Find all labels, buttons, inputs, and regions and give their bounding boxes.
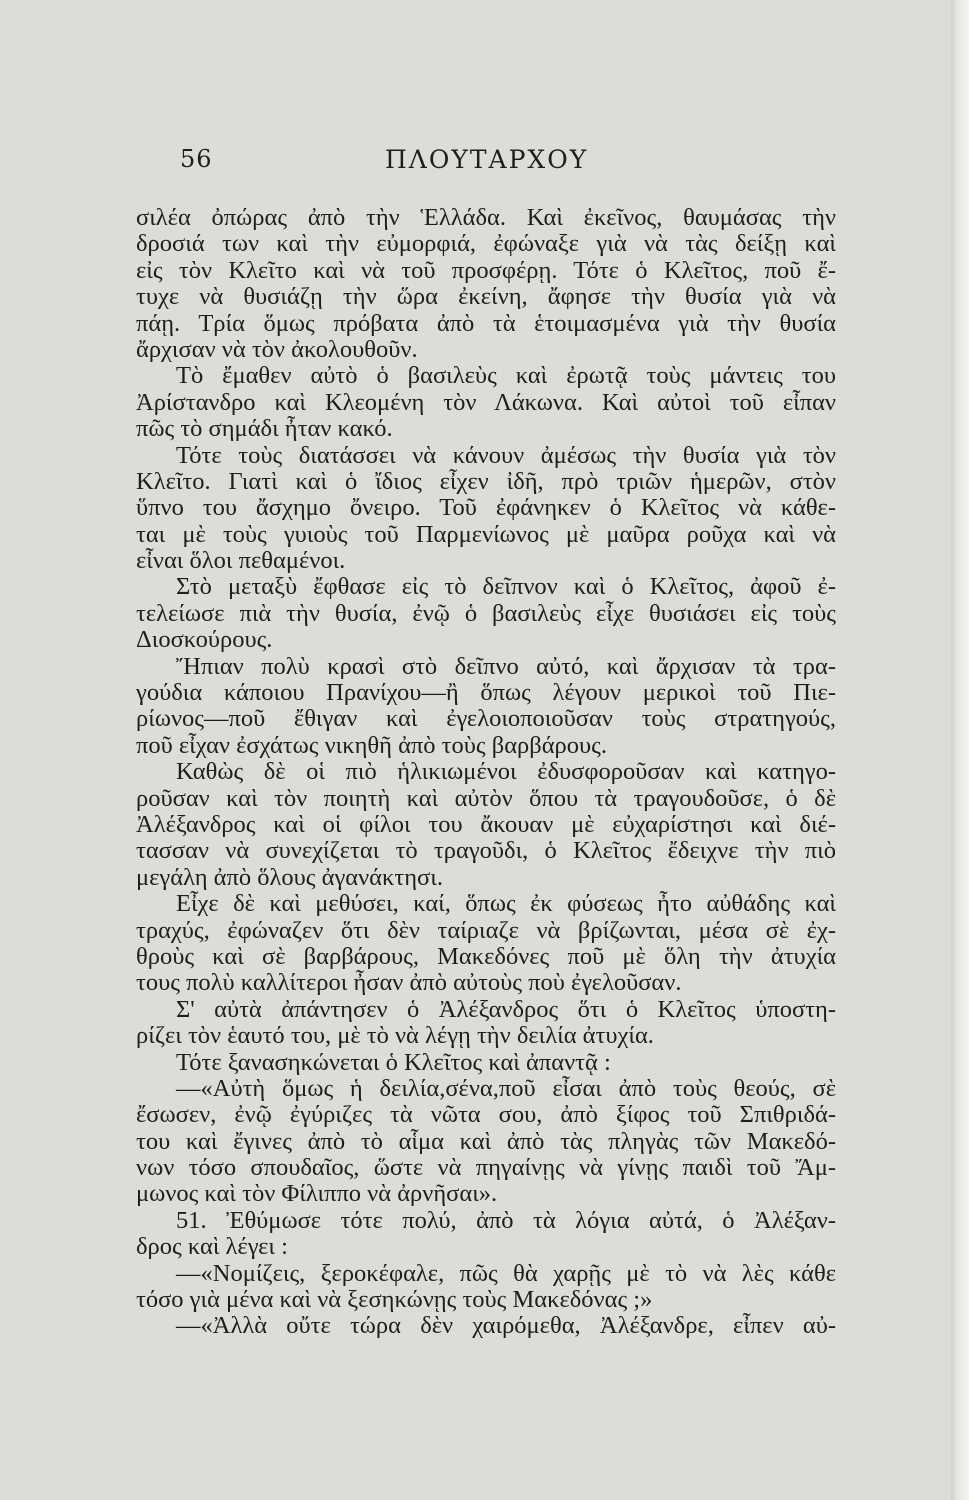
text-line: σιλέα ὀπώρας ἀπὸ τὴν Ἑλλάδα. Καὶ ἐκεῖνος, θαυμάσας τὴν: [136, 205, 836, 231]
text-line: ποῦ εἶχαν ἐσχάτως νικηθῆ ἀπὸ τοὺς βαρβάρους.: [136, 732, 607, 759]
text-line: θροὺς καὶ σὲ βαρβάρους, Μακεδόνες ποῦ μὲ ὅλη τὴν ἀτυχία: [136, 943, 836, 970]
text-line: τόσο γιὰ μένα καὶ νὰ ξεσηκώνῃς τοὺς Μακεδόνας ;»: [136, 1287, 653, 1314]
text-line: —«Ἀλλὰ οὔτε τώρα δὲν χαιρόμεθα, Ἀλέξανδρε, εἶπεν αὐ-: [176, 1313, 836, 1340]
body-text: [136, 205, 836, 1340]
running-title: ΠΛΟΥΤΑΡΧΟΥ: [385, 145, 589, 174]
text-line: —«Νομίζεις, ξεροκέφαλε, πῶς θὰ χαρῇς μὲ τὸ νὰ λὲς κάθε: [176, 1260, 836, 1287]
text-line: δρος καὶ λέγει :: [136, 1234, 288, 1261]
text-line: πῶς τὸ σημάδι ἦταν κακό.: [136, 416, 393, 443]
text-line: Τότε ξανασηκώνεται ὁ Κλεῖτος καὶ ἀπαντᾷ :: [176, 1049, 611, 1076]
text-line: Τὸ ἔμαθεν αὐτὸ ὁ βασιλεὺς καὶ ἐρωτᾷ τοὺς μάντεις του: [176, 363, 836, 390]
text-line: Καθὼς δὲ οἱ πιὸ ἡλικιωμένοι ἐδυσφοροῦσαν καὶ κατηγο-: [176, 759, 836, 786]
text-line: τασσαν νὰ συνεχίζεται τὸ τραγοῦδι, ὁ Κλεῖτος ἔδειχνε τὴν πιὸ: [136, 838, 836, 865]
text-line: Κλεῖτο. Γιατὶ καὶ ὁ ἴδιος εἶχεν ἰδῆ, πρὸ τριῶν ἡμερῶν, στὸν: [136, 468, 836, 495]
text-line: 51. Ἐθύμωσε τότε πολύ, ἀπὸ τὰ λόγια αὐτά, ὁ Ἀλέξαν-: [176, 1207, 836, 1234]
text-line: Ἤπιαν πολὺ κρασὶ στὸ δεῖπνο αὐτό, καὶ ἄρχισαν τὰ τρα-: [176, 653, 836, 680]
text-line: ἄρχισαν νὰ τὸν ἀκολουθοῦν.: [136, 336, 418, 363]
text-line: εἶναι ὅλοι πεθαμένοι.: [136, 548, 346, 575]
text-line: Στὸ μεταξὺ ἔφθασε εἰς τὸ δεῖπνον καὶ ὁ Κλεῖτος, ἀφοῦ ἐ-: [176, 574, 836, 601]
text-line: τραχύς, ἐφώναζεν ὅτι δὲν ταίριαζε νὰ βρίζωνται, μέσα σὲ ἐχ-: [136, 917, 836, 944]
text-line: Εἶχε δὲ καὶ μεθύσει, καί, ὅπως ἐκ φύσεως ἦτο αὐθάδης καὶ: [176, 891, 836, 918]
text-line: γούδια κάποιου Πρανίχου—ἢ ὅπως λέγουν μερικοὶ τοῦ Πιε-: [136, 680, 836, 707]
text-line: πάῃ. Τρία ὅμως πρόβατα ἀπὸ τὰ ἑτοιμασμένα γιὰ τὴν θυσία: [136, 310, 836, 337]
page-header: [0, 145, 969, 177]
text-line: του καὶ ἔγινες ἀπὸ τὸ αἷμα καὶ ἀπὸ τὰς πληγὰς τῶν Μακεδό-: [136, 1128, 836, 1155]
text-line: ρίζει τὸν ἑαυτό του, μὲ τὸ νὰ λέγῃ τὴν δειλία ἀτυχία.: [136, 1023, 654, 1050]
text-line: δροσιά των καὶ τὴν εὐμορφιά, ἐφώναξε γιὰ νὰ τὰς δείξῃ καὶ: [136, 231, 836, 258]
text-line: —«Αὐτὴ ὅμως ἡ δειλία,σένα,ποῦ εἶσαι ἀπὸ τοὺς θεούς, σὲ: [176, 1075, 836, 1102]
text-line: νων τόσο σπουδαῖος, ὥστε νὰ πηγαίνῃς νὰ γίνῃς παιδὶ τοῦ Ἄμ-: [136, 1155, 836, 1182]
text-line: Ἀλέξανδρος καὶ οἱ φίλοι του ἄκουαν μὲ εὐχαρίστησι καὶ διέ-: [136, 811, 836, 838]
text-line: Σ' αὐτὰ ἀπάντησεν ὁ Ἀλέξανδρος ὅτι ὁ Κλεῖτος ὑποστη-: [176, 996, 836, 1023]
text-line: Ἀρίστανδρο καὶ Κλεομένη τὸν Λάκωνα. Καὶ αὐτοὶ τοῦ εἶπαν: [136, 389, 836, 416]
text-line: ροῦσαν καὶ τὸν ποιητὴ καὶ αὐτὸν ὅπου τὰ τραγουδοῦσε, ὁ δὲ: [136, 785, 836, 812]
text-line: εἰς τὸν Κλεῖτο καὶ νὰ τοῦ προσφέρῃ. Τότε ὁ Κλεῖτος, ποῦ ἔ-: [136, 257, 836, 284]
text-line: τους πολὺ καλλίτεροι ἦσαν ἀπὸ αὐτοὺς ποὺ ἐγελοῦσαν.: [136, 970, 682, 997]
text-line: Τότε τοὺς διατάσσει νὰ κάνουν ἀμέσως τὴν θυσία γιὰ τὸν: [176, 442, 836, 469]
text-line: ὕπνο του ἄσχημο ὄνειρο. Τοῦ ἐφάνηκεν ὁ Κλεῖτος νὰ κάθε-: [136, 495, 836, 522]
text-line: ρίωνος—ποῦ ἔθιγαν καὶ ἐγελοιοποιοῦσαν τοὺς στρατηγούς,: [136, 706, 836, 733]
text-line: τυχε νὰ θυσιάζῃ τὴν ὥρα ἐκείνη, ἄφησε τὴν θυσία γιὰ νὰ: [136, 284, 836, 311]
text-line: τελείωσε πιὰ τὴν θυσία, ἐνῷ ὁ βασιλεὺς εἶχε θυσιάσει εἰς τοὺς: [136, 600, 836, 627]
text-line: μωνος καὶ τὸν Φίλιππο νὰ ἀρνῆσαι».: [136, 1181, 498, 1208]
page-number: 56: [180, 145, 213, 173]
text-line: Διοσκούρους.: [136, 627, 273, 654]
text-line: ἔσωσεν, ἐνῷ ἐγύριζες τὰ νῶτα σου, ἀπὸ ξίφος τοῦ Σπιθριδά-: [136, 1102, 836, 1129]
text-line: μεγάλη ἀπὸ ὅλους ἀγανάκτησι.: [136, 864, 443, 891]
text-line: ται μὲ τοὺς γυιοὺς τοῦ Παρμενίωνος μὲ μαῦρα ροῦχα καὶ νὰ: [136, 521, 836, 548]
page-edge: [951, 0, 969, 1500]
